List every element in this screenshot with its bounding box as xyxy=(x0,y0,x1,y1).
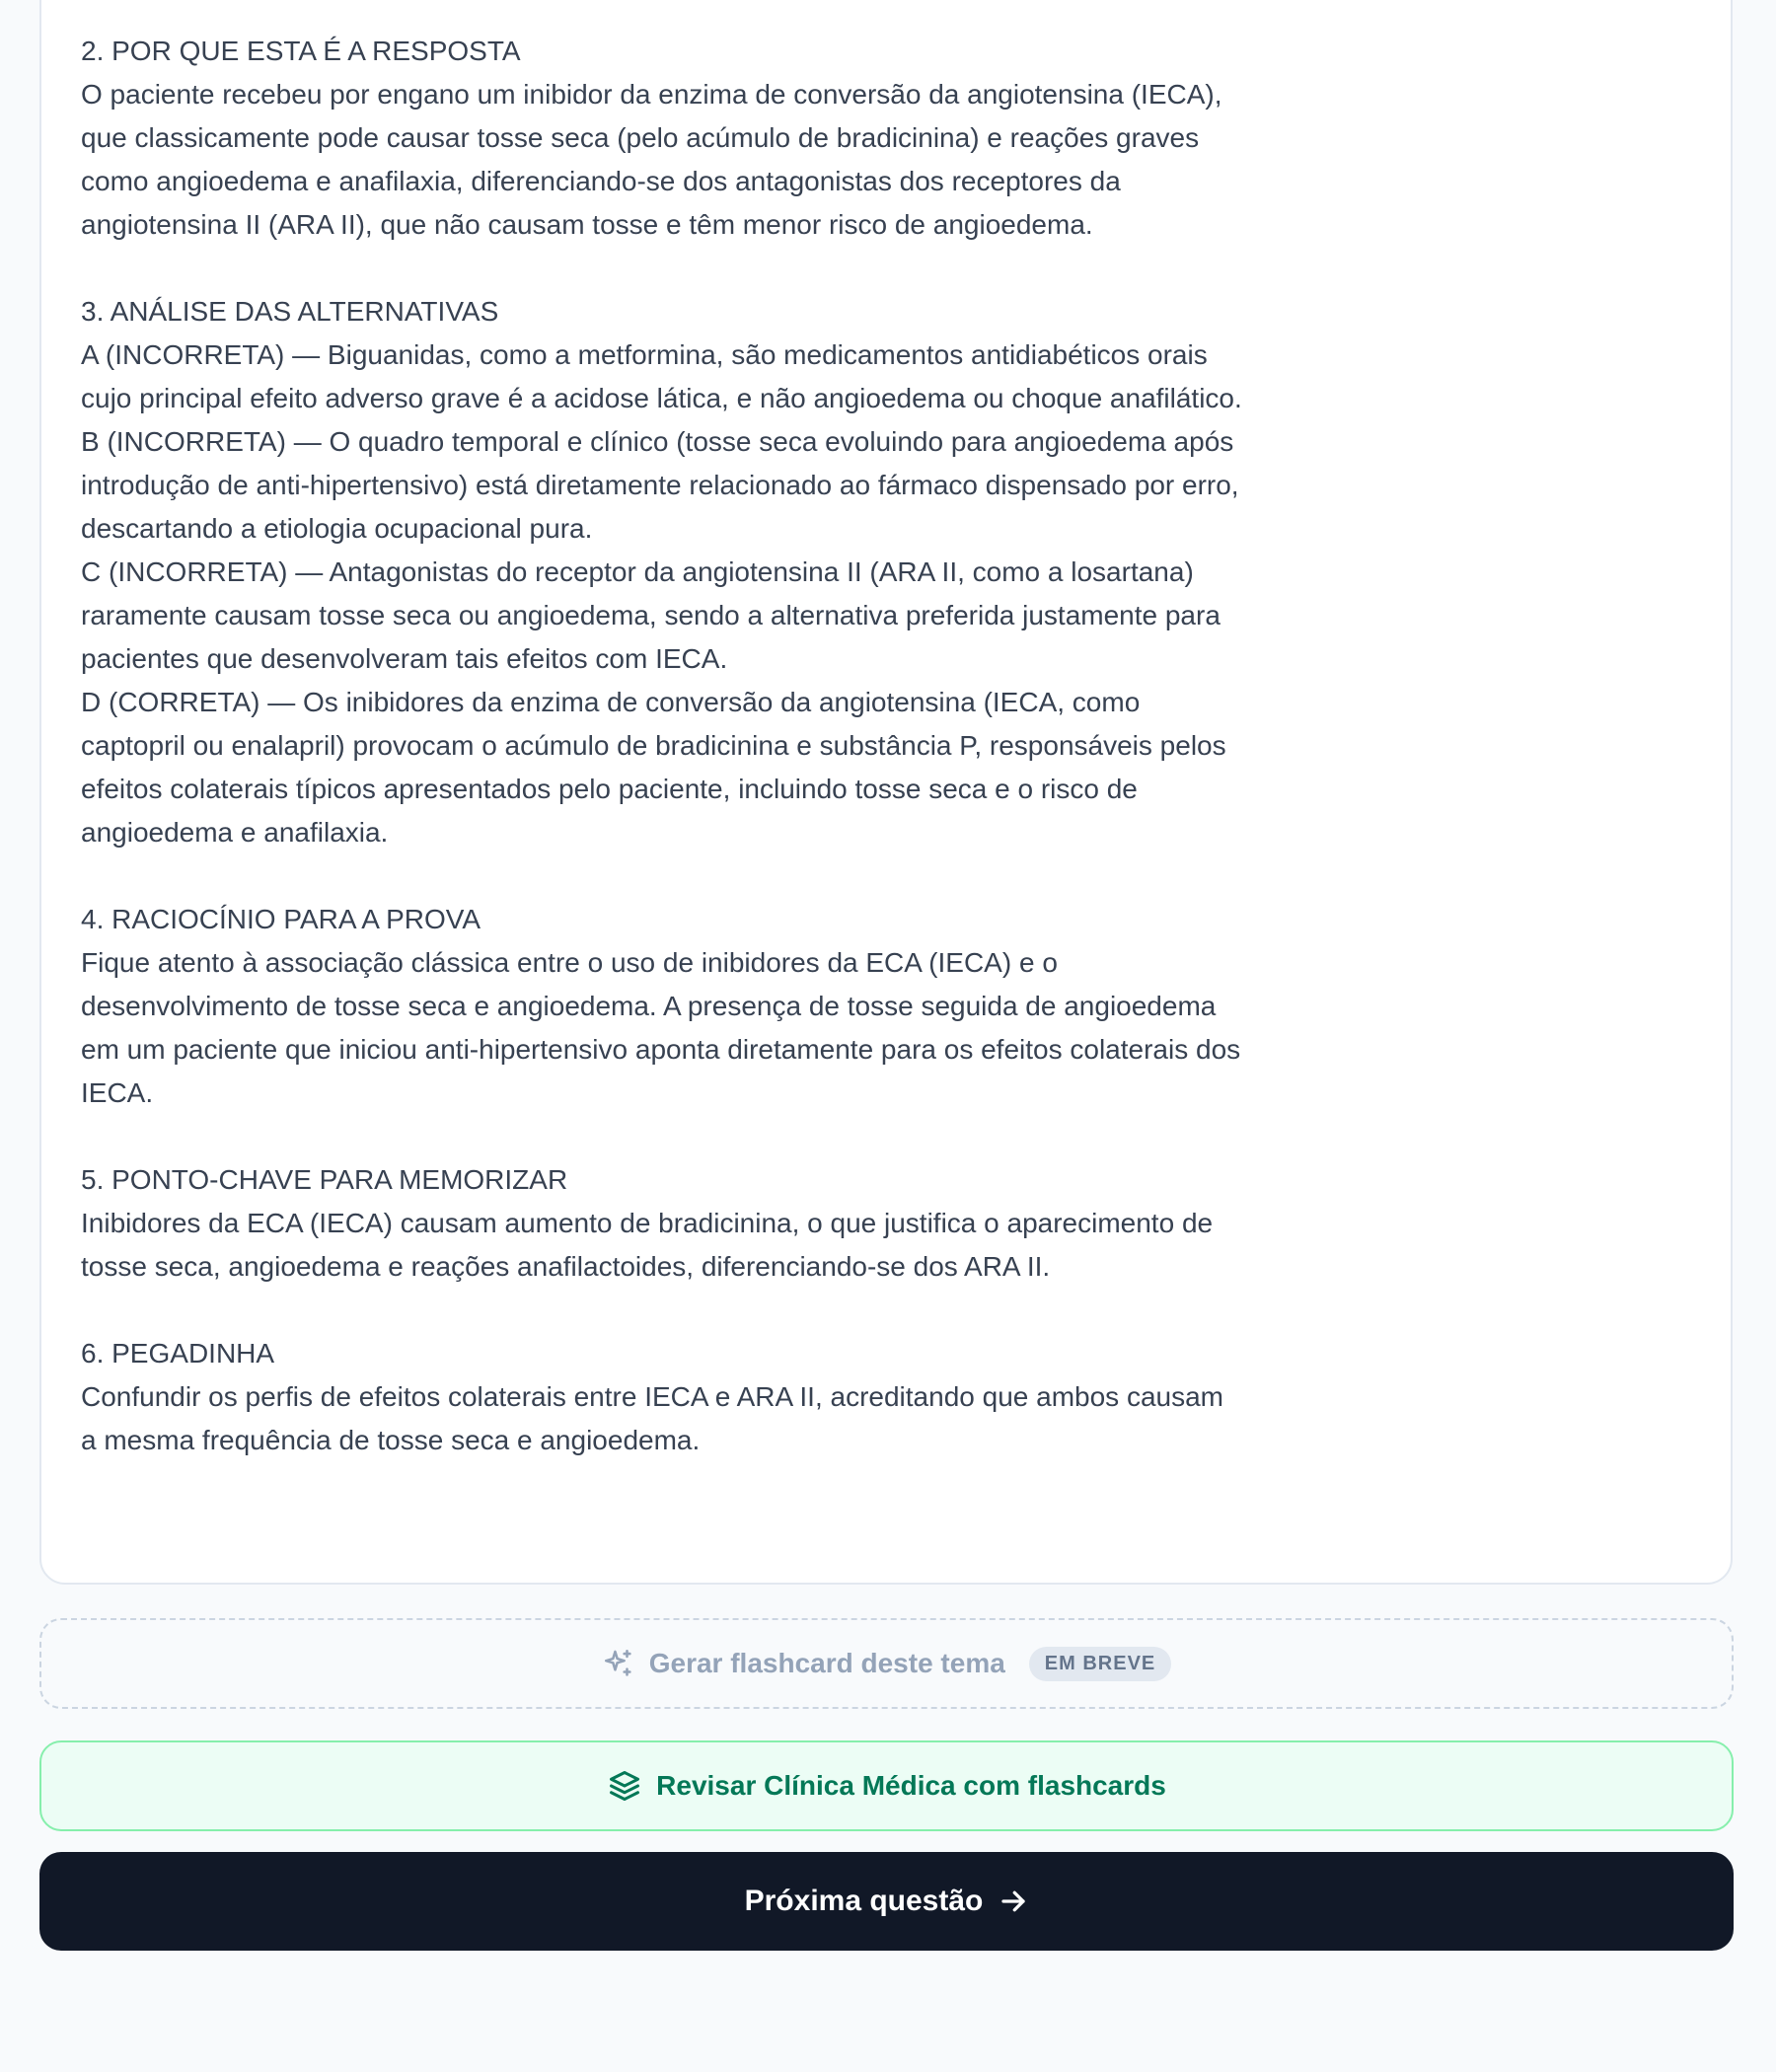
explanation-content xyxy=(81,30,1245,1462)
section-key-point xyxy=(81,1158,1245,1289)
next-question-button[interactable] xyxy=(39,1852,1734,1951)
section-trick xyxy=(81,1332,1245,1462)
coming-soon-badge: EM BREVE xyxy=(1029,1647,1171,1681)
review-flashcards-label: Revisar Clínica Médica com flashcards xyxy=(656,1770,1166,1801)
alternative-b-analysis: B (INCORRETA) — O quadro temporal e clínico (tosse seca evoluindo para angioedema após introdução de anti-hipertensivo) está diretamente relacionado ao fármaco dispensado por erro, descartando a etiologia ocupacional pura. xyxy=(81,426,1239,544)
alternative-c-analysis: C (INCORRETA) — Antagonistas do receptor da angiotensina II (ARA II, como a losartana) raramente causam tosse seca ou angioedema, sendo a alternativa preferida justamente para pacientes que desenvolveram tais efeitos com IECA. xyxy=(81,556,1221,674)
layers-icon xyxy=(607,1768,642,1804)
section-title: 6. PEGADINHA xyxy=(81,1338,275,1369)
section-paragraph: Fique atento à associação clássica entre o uso de inibidores da ECA (IECA) e o desenvolvimento de tosse seca e angioedema. A presença de tosse seguida de angioedema em um paciente que iniciou anti-hipertensivo aponta diretamente para os efeitos colaterais dos IECA. xyxy=(81,947,1241,1108)
section-exam-reasoning xyxy=(81,898,1245,1115)
section-alternatives-analysis xyxy=(81,290,1245,854)
section-title: 5. PONTO-CHAVE PARA MEMORIZAR xyxy=(81,1164,568,1195)
next-question-label: Próxima questão xyxy=(744,1885,984,1917)
alternative-a-analysis: A (INCORRETA) — Biguanidas, como a metformina, são medicamentos antidiabéticos orais cujo principal efeito adverso grave é a acidose lática, e não angioedema ou choque anafilático. xyxy=(81,339,1242,413)
generate-flashcard-label: Gerar flashcard deste tema xyxy=(648,1648,1005,1678)
section-paragraph: Confundir os perfis de efeitos colaterais entre IECA e ARA II, acreditando que ambos causam a mesma frequência de tosse seca e angioedema. xyxy=(81,1381,1223,1455)
arrow-right-icon xyxy=(999,1887,1028,1916)
alternative-d-analysis: D (CORRETA) — Os inibidores da enzima de conversão da angiotensina (IECA, como captopril ou enalapril) provocam o acúmulo de bradicinina e substância P, responsáveis pelos efeitos colaterais típicos apresentados pelo paciente, incluindo tosse seca e o risco de angioedema e anafilaxia. xyxy=(81,687,1226,848)
sparkles-icon xyxy=(602,1647,635,1680)
section-paragraph: Inibidores da ECA (IECA) causam aumento de bradicinina, o que justifica o aparecimento de tosse seca, angioedema e reações anafilactoides, diferenciando-se dos ARA II. xyxy=(81,1208,1214,1282)
section-title: 2. POR QUE ESTA É A RESPOSTA xyxy=(81,36,521,66)
section-title: 3. ANÁLISE DAS ALTERNATIVAS xyxy=(81,296,499,327)
section-paragraph: O paciente recebeu por engano um inibidor da enzima de conversão da angiotensina (IECA), que classicamente pode causar tosse seca (pelo acúmulo de bradicinina) e reações graves como angioedema e anafilaxia, diferenciando-se dos antagonistas dos receptores da angiotensina II (ARA II), que não causam tosse e têm menor risco de angioedema. xyxy=(81,79,1222,240)
generate-flashcard-button xyxy=(39,1618,1734,1709)
section-title: 4. RACIOCÍNIO PARA A PROVA xyxy=(81,904,481,934)
section-why-answer xyxy=(81,30,1245,247)
review-flashcards-button[interactable] xyxy=(39,1740,1734,1831)
